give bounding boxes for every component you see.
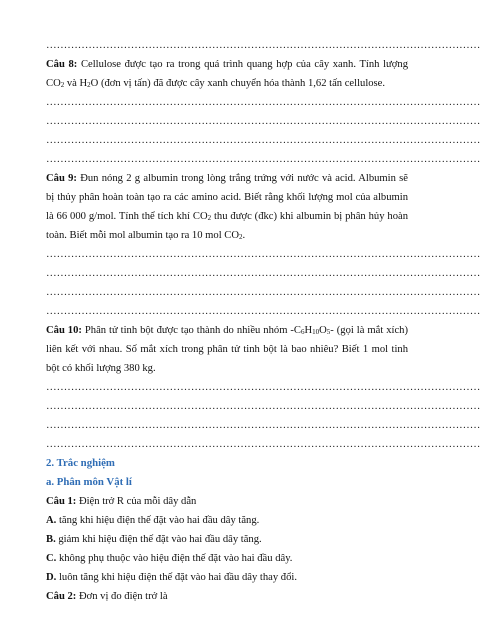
question-9-label: Câu 9: bbox=[46, 173, 77, 184]
option-letter: A. bbox=[46, 515, 57, 526]
question-10-label: Câu 10: bbox=[46, 325, 82, 336]
mcq-1-option-b bbox=[46, 530, 408, 549]
question-9-sub-2: 2 bbox=[239, 233, 243, 241]
question-8-text-a: Cellulose được tạo ra trong quá trình quang hợp của cây xanh. Tính lượng CO bbox=[46, 59, 408, 89]
mcq-1-stem bbox=[46, 492, 408, 511]
answer-line: …………………………………………………………………………………………………………… bbox=[46, 268, 480, 279]
document-page bbox=[46, 36, 480, 606]
option-text: giảm khi hiệu điện thế đặt vào hai đầu dây tăng. bbox=[55, 534, 262, 545]
answer-line: …………………………………………………………………………………………………………… bbox=[46, 249, 480, 260]
answer-line: …………………………………………………………………………………………………………… bbox=[46, 420, 480, 431]
question-9-text-c: . bbox=[242, 230, 246, 241]
option-text: luôn tăng khi hiệu điện thế đặt vào hai đầu dây thay đổi. bbox=[56, 572, 297, 583]
question-10-sub-1: 6 bbox=[300, 328, 305, 336]
mcq-1-label: Câu 1: bbox=[46, 496, 77, 507]
mcq-1-option-a bbox=[46, 511, 408, 530]
answer-line: …………………………………………………………………………………………………………… bbox=[46, 154, 480, 165]
question-9-text-b: thu được (đkc) khi albumin bị phân hủy hoàn toàn. Biết mỗi mol albumin tạo ra 10 mol CO bbox=[46, 211, 408, 241]
mcq-2-label: Câu 2: bbox=[46, 591, 77, 602]
question-10-sub-3: 5 bbox=[326, 328, 331, 336]
option-text: tăng khi hiệu điện thế đặt vào hai đầu dây tăng. bbox=[56, 515, 260, 526]
question-8-text-b: và H bbox=[64, 78, 88, 89]
question-9-text-a: Đun nóng 2 g albumin trong lòng trắng trứng với nước và acid. Albumin sẽ bị thủy phân hoàn toàn tạo ra các amino acid. Biết rằng khối lượng mol của albumin là 66 000 g/mol. Tính thể tích khí CO bbox=[46, 173, 409, 222]
answer-line: …………………………………………………………………………………………………………… bbox=[46, 135, 480, 146]
option-text: không phụ thuộc vào hiệu điện thế đặt vào hai đầu dây. bbox=[56, 553, 293, 564]
option-letter: D. bbox=[46, 572, 57, 583]
question-8 bbox=[46, 55, 408, 93]
mcq-1-option-c bbox=[46, 549, 408, 568]
mcq-1-text: Điện trở R của mỗi dây dẫn bbox=[76, 496, 197, 507]
question-10-text-b: H bbox=[304, 325, 313, 336]
question-9-sub-1: 2 bbox=[207, 214, 212, 222]
answer-line: …………………………………………………………………………………………………………… bbox=[46, 401, 480, 412]
question-8-sub-2: 2 bbox=[87, 81, 91, 89]
answer-line: …………………………………………………………………………………………………………… bbox=[46, 306, 480, 317]
answer-line: …………………………………………………………………………………………………………… bbox=[46, 116, 480, 127]
question-10-text-d: - (gọi là mắt xích) liên kết với nhau. Số mắt xích trong phân tử tinh bột là bao nhiêu? Biết 1 mol tinh bột có khối lượng 380 kg. bbox=[46, 325, 409, 374]
question-10-text-a: Phân tử tinh bột được tạo thành do nhiều nhóm -C bbox=[81, 325, 301, 336]
section-title: 2. Trắc nghiệm bbox=[46, 457, 115, 469]
answer-line: …………………………………………………………………………………………………………… bbox=[46, 439, 480, 450]
question-10-sub-2: 10 bbox=[312, 328, 320, 336]
mcq-2-stem bbox=[46, 587, 408, 606]
section-subtitle: a. Phân môn Vật lí bbox=[46, 476, 132, 488]
answer-line: …………………………………………………………………………………………………………… bbox=[46, 287, 480, 298]
question-8-label: Câu 8: bbox=[46, 59, 78, 70]
question-8-text-c: O (đơn vị tấn) đã được cây xanh chuyển hóa thành 1,62 tấn cellulose. bbox=[90, 78, 386, 89]
answer-line: …………………………………………………………………………………………………………… bbox=[46, 97, 480, 108]
answer-line: …………………………………………………………………………………………………………… bbox=[46, 382, 480, 393]
mcq-2-text: Đơn vị đo điện trở là bbox=[76, 591, 168, 602]
question-10-text-c: O bbox=[319, 325, 327, 336]
question-8-sub-1: 2 bbox=[60, 81, 65, 89]
option-letter: C. bbox=[46, 553, 57, 564]
question-9 bbox=[46, 169, 408, 245]
answer-line: …………………………………………………………………………………………………………… bbox=[46, 40, 480, 51]
mcq-1-option-d bbox=[46, 568, 408, 587]
option-letter: B. bbox=[46, 534, 56, 545]
question-10 bbox=[46, 321, 408, 378]
